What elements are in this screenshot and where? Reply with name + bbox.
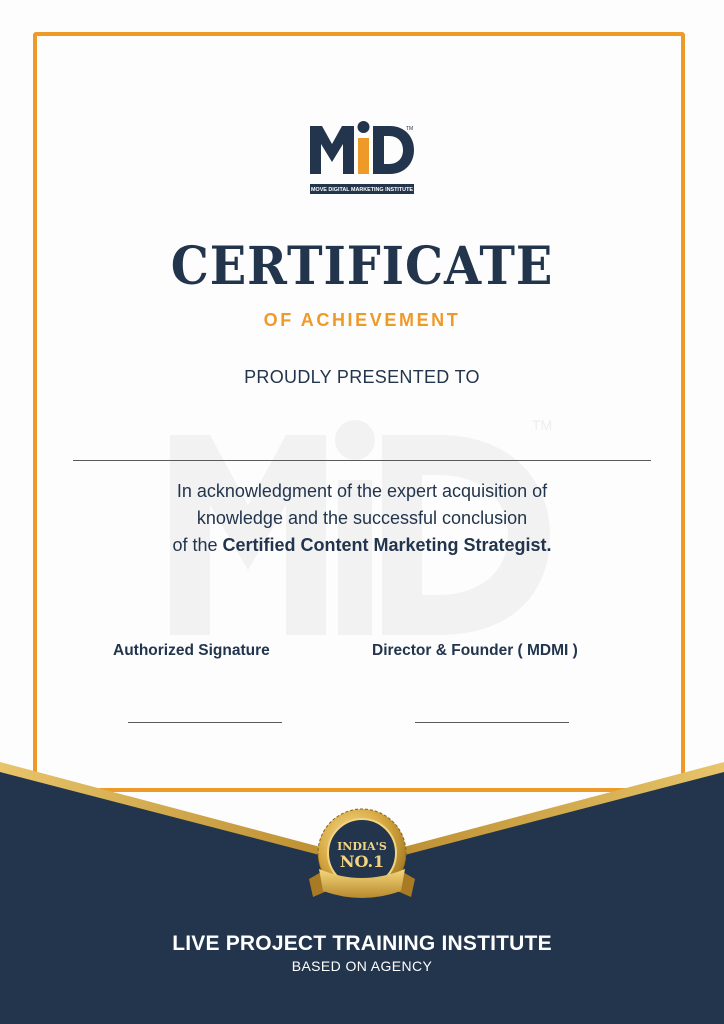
- ack-line-1: In acknowledgment of the expert acquisition of: [176, 481, 548, 501]
- certificate-subtitle: OF ACHIEVEMENT: [263, 310, 461, 330]
- director-founder-label: Director & Founder ( MDMI ): [372, 642, 578, 659]
- svg-text:TM: TM: [532, 417, 553, 433]
- signature-line-left: [128, 722, 282, 723]
- logo-tagline: MOVE DIGITAL MARKETING INSTITUTE: [311, 187, 413, 194]
- mdmi-logo: [306, 108, 418, 198]
- recipient-name-line: [73, 460, 651, 461]
- logo-monogram-icon: [310, 121, 414, 174]
- badge-line-2: NO.1: [339, 852, 385, 871]
- ack-line-2: knowledge and the successful conclusion: [196, 508, 528, 528]
- signature-line-right: [415, 722, 569, 723]
- footer-title: LIVE PROJECT TRAINING INSTITUTE: [172, 932, 552, 955]
- badge-line-1: INDIA'S: [337, 840, 387, 853]
- authorized-signature-label: Authorized Signature: [113, 642, 270, 659]
- logo-trademark: TM: [406, 126, 414, 132]
- acknowledgment-text: [0, 478, 724, 559]
- ack-line-3-prefix: of the: [172, 535, 223, 555]
- footer-subtitle: BASED ON AGENCY: [291, 958, 433, 974]
- presented-to-label: PROUDLY PRESENTED TO: [244, 367, 480, 387]
- certificate-title: CERTIFICATE: [170, 236, 554, 297]
- course-name: Certified Content Marketing Strategist.: [222, 535, 552, 555]
- india-no1-badge: [303, 805, 421, 913]
- ack-line-3: [0, 532, 724, 559]
